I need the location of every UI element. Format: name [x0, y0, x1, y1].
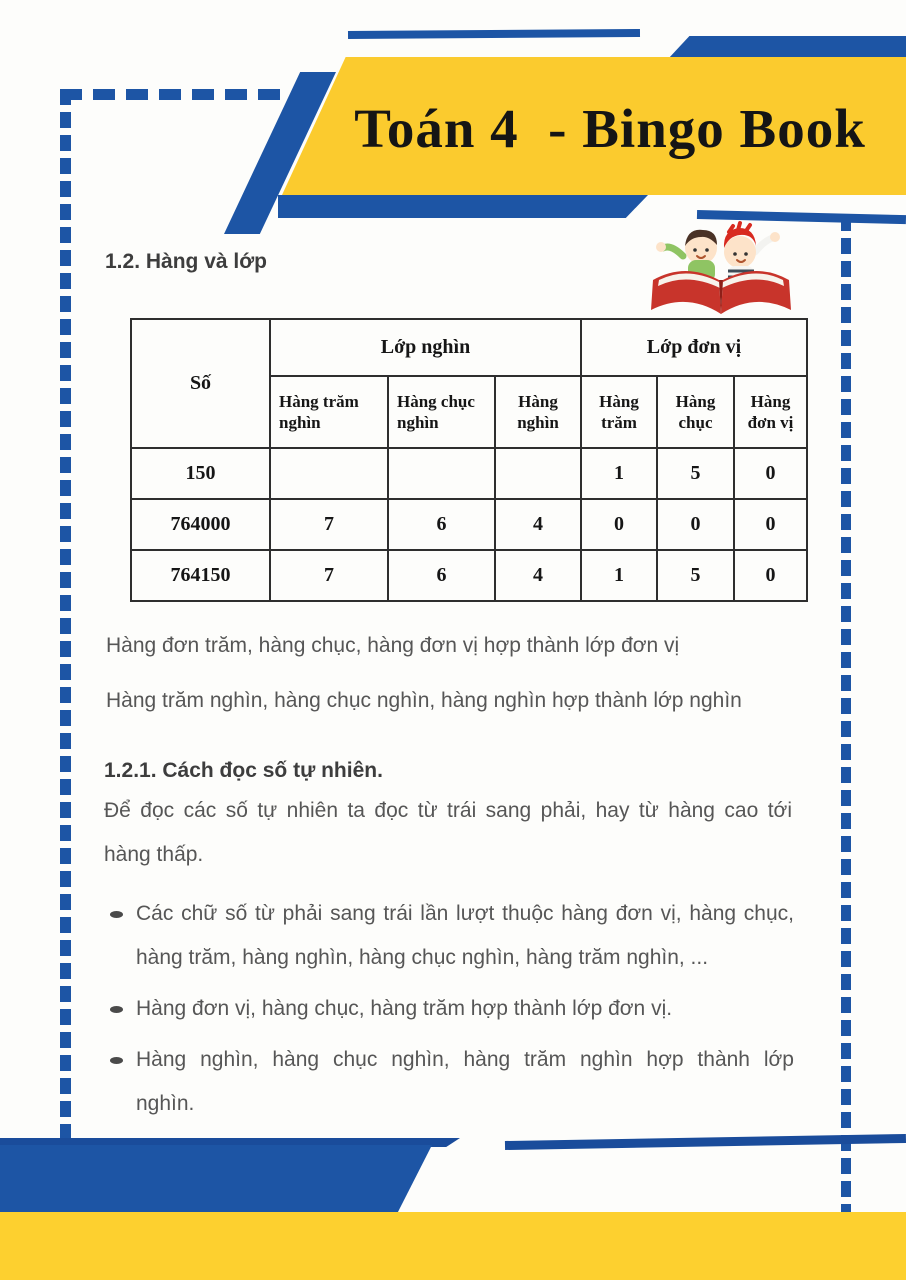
list-item	[104, 1038, 794, 1126]
table-row	[131, 499, 807, 550]
number-cell: 150	[131, 448, 270, 499]
section-heading: 1.2. Hàng và lớp	[105, 250, 267, 273]
bullet-line: hàng trăm, hàng nghìn, hàng chục nghìn, hàng trăm nghìn, ...	[136, 946, 709, 969]
bullet-line: Các chữ số từ phải sang trái lần lượt thuộc hàng đơn vị, hàng chục,	[136, 902, 794, 925]
digit-cell: 4	[495, 499, 581, 550]
bullet-text	[136, 1038, 794, 1126]
bullet-line: Hàng đơn vị, hàng chục, hàng trăm hợp thành lớp đơn vị.	[136, 997, 673, 1020]
place-value-table	[130, 318, 808, 602]
table-header-lop-nghin: Lớp nghìn	[270, 319, 581, 376]
digit-cell: 6	[388, 499, 495, 550]
table-row	[131, 550, 807, 601]
bullet-line: nghìn.	[136, 1092, 195, 1115]
list-item	[104, 892, 794, 980]
bullet-dot-icon	[110, 911, 123, 918]
banner-under-bar	[278, 195, 648, 218]
table-header-so: Số	[131, 319, 270, 448]
digit-cell: 4	[495, 550, 581, 601]
dashed-border-top	[60, 89, 288, 100]
table-subheader: Hàng trăm nghìn	[270, 376, 388, 448]
digit-cell: 0	[657, 499, 734, 550]
digit-cell: 0	[581, 499, 657, 550]
digit-cell	[495, 448, 581, 499]
intro-line: hàng thấp.	[104, 843, 204, 866]
digit-cell	[270, 448, 388, 499]
footer-yellow-band	[0, 1212, 906, 1280]
bullet-line: Hàng nghìn, hàng chục nghìn, hàng trăm nghìn hợp thành lớp	[136, 1048, 794, 1071]
bullet-dot-icon	[110, 1057, 123, 1064]
number-cell: 764000	[131, 499, 270, 550]
table-row	[131, 448, 807, 499]
table-subheader: Hàng đơn vị	[734, 376, 807, 448]
digit-cell: 1	[581, 550, 657, 601]
bullet-text	[136, 987, 794, 1031]
kids-reading-icon	[645, 218, 797, 318]
table-subheader: Hàng chục	[657, 376, 734, 448]
rules-bullet-list	[104, 892, 794, 1133]
table-subheader: Hàng trăm	[581, 376, 657, 448]
table-subheader: Hàng nghìn	[495, 376, 581, 448]
table-header-lop-don-vi: Lớp đơn vị	[581, 319, 807, 376]
list-item	[104, 987, 794, 1031]
digit-cell: 7	[270, 550, 388, 601]
bullet-dot-icon	[110, 1006, 123, 1013]
intro-paragraph	[104, 789, 792, 877]
dashed-border-right	[841, 215, 851, 1212]
note-lop-don-vi: Hàng đơn trăm, hàng chục, hàng đơn vị hợp thành lớp đơn vị	[106, 634, 680, 657]
digit-cell: 5	[657, 550, 734, 601]
digit-cell: 6	[388, 550, 495, 601]
digit-cell: 7	[270, 499, 388, 550]
digit-cell: 1	[581, 448, 657, 499]
table-subheader: Hàng chục nghìn	[388, 376, 495, 448]
digit-cell: 5	[657, 448, 734, 499]
digit-cell	[388, 448, 495, 499]
digit-cell: 0	[734, 499, 807, 550]
dashed-border-left	[60, 89, 71, 1151]
bullet-text	[136, 892, 794, 980]
note-lop-nghin: Hàng trăm nghìn, hàng chục nghìn, hàng nghìn hợp thành lớp nghìn	[106, 689, 742, 712]
top-right-blue-bar	[668, 36, 906, 59]
page-title: Toán 4 - Bingo Book	[354, 98, 866, 159]
subsection-heading: 1.2.1. Cách đọc số tự nhiên.	[104, 759, 383, 782]
top-blue-line	[348, 29, 640, 39]
intro-line: Để đọc các số tự nhiên ta đọc từ trái sang phải, hay từ hàng cao tới	[104, 799, 792, 822]
number-cell: 764150	[131, 550, 270, 601]
digit-cell: 0	[734, 550, 807, 601]
bottom-left-blue-bar	[0, 1145, 432, 1213]
kids-reading-illustration	[645, 218, 797, 318]
digit-cell: 0	[734, 448, 807, 499]
